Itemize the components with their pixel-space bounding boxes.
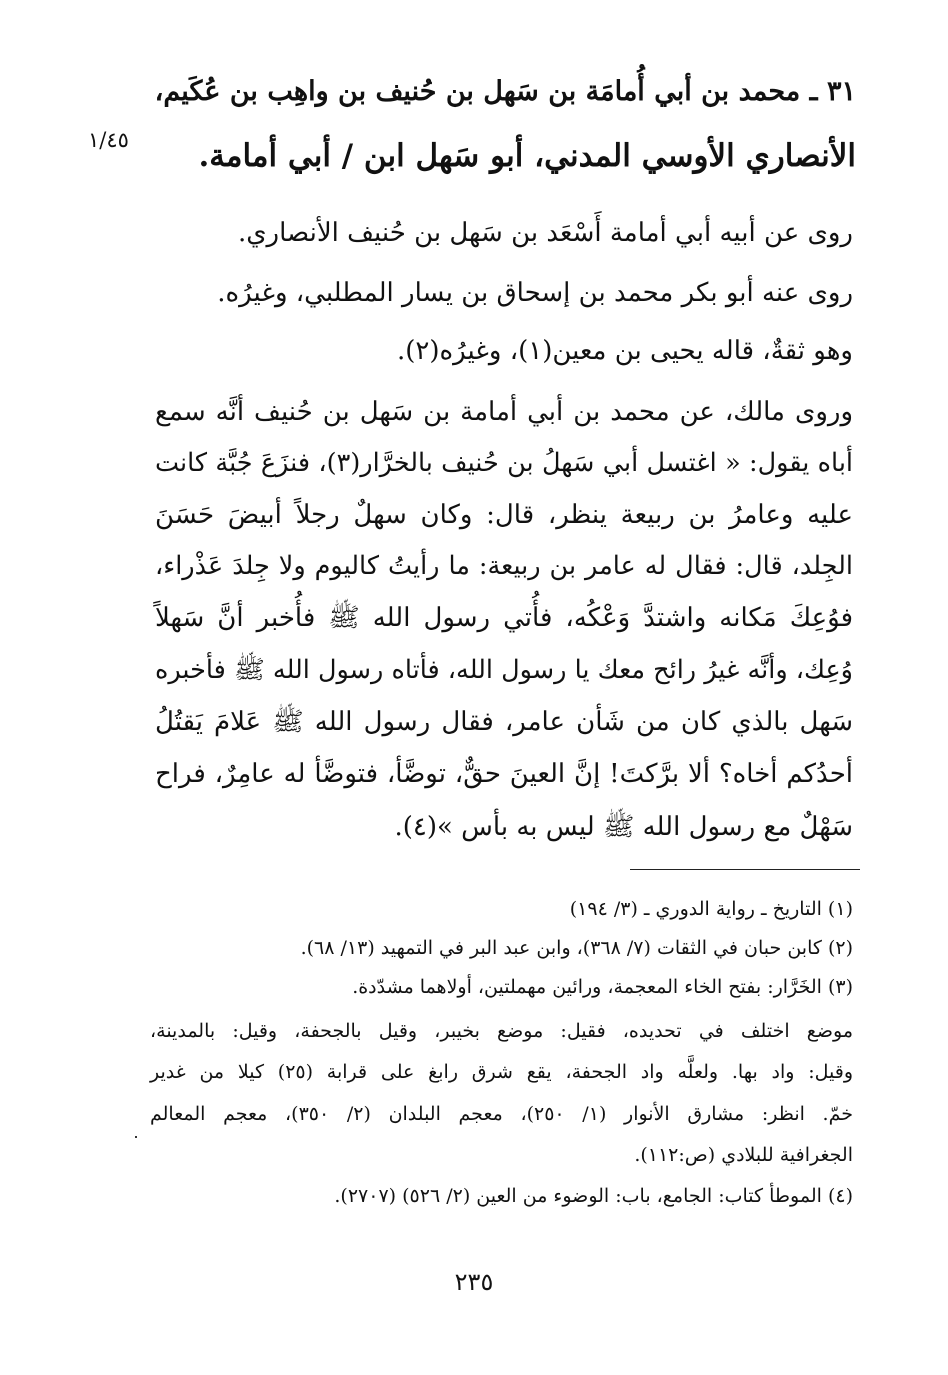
entry-heading-line-1: ٣١ ـ محمد بن أبي أُمامَة بن سَهل بن حُنيف بن واهِب بن عُكَيم،: [154, 76, 856, 107]
body-line: فوُعِكَ مَكانه واشتدَّ وَعْكُه، فأُتي رسول الله ﷺ فأُخبر أنَّ سَهلاً: [155, 603, 853, 633]
body-line: أباه يقول: « اغتسل أبي سَهلُ بن حُنيف بالخرَّار(٣)، فنزَعَ جُبَّة كانت: [155, 448, 853, 478]
body-line: روى عنه أبو بكر محمد بن إسحاق بن يسار المطلبي، وغيرُه.: [217, 278, 853, 308]
body-line: سَهْلٌ مع رسول الله ﷺ ليس به بأس »(٤).: [394, 812, 853, 842]
margin-volume-page-reference: ١/٤٥: [88, 128, 129, 152]
footnote-3-continuation: خمّ. انظر: مشارق الأنوار (١/ ٢٥٠)، معجم البلدان (٢/ ٣٥٠)، معجم المعالم: [150, 1103, 853, 1125]
body-line: وُعِك، وأنَّه غيرُ رائح معك يا رسول الله، فأتاه رسول الله ﷺ فأخبره: [155, 655, 853, 685]
body-line: روى عن أبيه أبي أمامة أَسْعَد بن سَهل بن حُنيف الأنصاري.: [237, 218, 853, 248]
footnote-3: (٣) الخَرَّار: بفتح الخاء المعجمة، ورائين مهملتين، أولاهما مشدّدة.: [352, 976, 853, 998]
footnote-3-continuation: موضع اختلف في تحديده، فقيل: موضع بخيبر، وقيل بالجحفة، وقيل: بالمدينة،: [150, 1020, 853, 1042]
body-line: الجِلد، قال: فقال له عامر بن ربيعة: ما رأيتُ كاليوم ولا جِلدَ عَذْراء،: [155, 551, 853, 581]
footnote-2: (٢) كابن حبان في الثقات (٧/ ٣٦٨)، وابن عبد البر في التمهيد (١٣/ ٦٨).: [300, 937, 853, 959]
body-line: وهو ثقةٌ، قاله يحيى بن معين(١)، وغيرُه(٢).: [396, 336, 853, 366]
body-line: أحدُكم أخاه؟ ألا برَّكتَ! إنَّ العينَ حقٌّ، توضَّأ، فتوضَّأ له عامِرٌ، فراح: [155, 759, 853, 789]
entry-heading-line-2: الأنصاري الأوسي المدني، أبو سَهل ابن / أبي أمامة.: [198, 138, 856, 174]
page-number: ٢٣٥: [454, 1268, 494, 1296]
footnote-3-continuation: الجغرافية للبلادي (ص:١١٢).: [634, 1144, 853, 1166]
body-line: وروى مالك، عن محمد بن أبي أمامة بن سَهل بن حُنيف أنَّه سمع: [155, 397, 853, 427]
scan-speck: [135, 1136, 137, 1138]
footnote-4: (٤) الموطأ كتاب: الجامع، باب: الوضوء من العين (٢/ ٥٢٦) (٢٧٠٧).: [334, 1185, 853, 1207]
footnote-separator: [630, 869, 860, 870]
footnote-1: (١) التاريخ ـ رواية الدوري ـ (٣/ ١٩٤): [569, 898, 853, 920]
footnote-3-continuation: وقيل: واد بها. ولعلَّه واد الجحفة، يقع شرق رابغ على قرابة (٢٥) كيلا من غدير: [150, 1061, 853, 1083]
body-line: عليه وعامرُ بن ربيعة ينظر، قال: وكان سهلٌ رجلاً أبيضَ حَسَنَ: [155, 500, 853, 530]
body-line: سَهل بالذي كان من شَأن عامر، فقال رسول الله ﷺ عَلامَ يَقتُلُ: [155, 707, 853, 737]
